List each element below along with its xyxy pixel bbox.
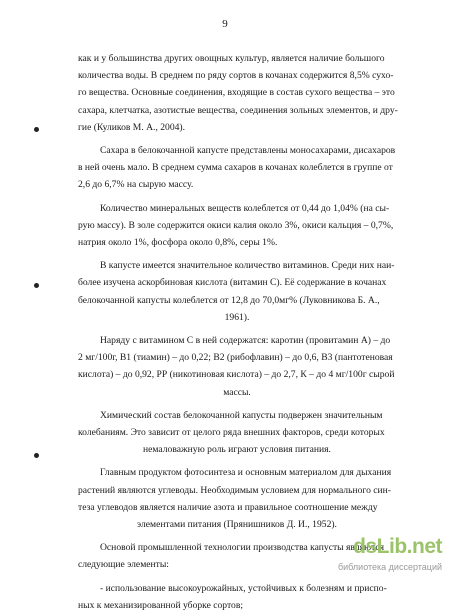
text-line: Химический состав белокочанной капусты подвержен значительным (100, 409, 383, 421)
watermark-caption: библиотека диссертаций (337, 562, 442, 572)
text-line: массы. (223, 386, 251, 398)
text-line: натрия около 1%, фосфора около 0,8%, серы 1%. (78, 237, 278, 249)
margin-mark (34, 127, 39, 132)
paragraph-dry-matter (78, 50, 396, 136)
watermark (310, 535, 442, 577)
paragraph-vitamins (78, 257, 396, 326)
text-line: 2 мг/100г, В1 (тиамин) – до 0,22; В2 (рибофлавин) – до 0,6, В3 (пантотеновая (78, 352, 393, 364)
paragraph-sugars (78, 142, 396, 194)
text-line: следующие элементы: (78, 559, 169, 571)
text-line: го вещества. Основные соединения, входящие в состав сухого вещества – это (78, 87, 395, 99)
text-line: рую массу). В золе содержится окиси калия около 3%, окиси кальция – 0,7%, (78, 219, 394, 231)
text-line: сахара, клетчатка, азотистые вещества, соединения зольных элементов, и дру- (78, 104, 398, 116)
text-line: В капусте имеется значительное количество витаминов. Среди них наи- (100, 260, 395, 272)
text-line: как и у большинства других овощных культур, является наличие большого (78, 53, 385, 64)
text-line: колебаниям. Это зависит от целого ряда внешних факторов, среди которых (78, 427, 385, 439)
text-line: Основой промышленной технологии производства капусты являются (100, 542, 385, 554)
text-line: в ней очень мало. В среднем сумма сахаров в кочанах колеблется в группе от (78, 162, 393, 174)
paragraph-list-item (78, 580, 396, 614)
text-line: элементами питания (Прянишников Д. И., 1952). (137, 519, 337, 531)
paragraph-carbohydrates (78, 464, 396, 533)
text-line: 2,6 до 6,7% на сырую массу. (78, 179, 194, 191)
text-line: кислота) – до 0,92, РР (никотиновая кислота) – до 2,7, К – до 4 мг/100г сырой (78, 369, 395, 381)
paragraph-vitamin-list (78, 332, 396, 401)
text-line: Сахара в белокочанной капусте представлены моносахарами, дисахаров (100, 145, 396, 157)
watermark-logo: dsLib.net (353, 535, 442, 558)
text-line: теза углеводов является наличие азота и правильное соотношение между (78, 501, 378, 513)
margin-mark (34, 453, 39, 458)
document-body (78, 50, 396, 614)
text-line: ных к механизированной уборке сортов; (78, 599, 244, 611)
text-line: немаловажную роль играют условия питания. (143, 444, 331, 456)
paragraph-chemical-composition (78, 407, 396, 459)
text-line: Наряду с витамином С в ней содержатся: каротин (провитамин А) – до (100, 335, 391, 347)
page-number: 9 (222, 18, 228, 30)
text-line: количества воды. В среднем по ряду сортов в кочанах содержится 8,5% сухо- (78, 70, 394, 82)
text-line: - использование высокоурожайных, устойчивых к болезням и приспо- (100, 582, 387, 594)
paragraph-minerals (78, 200, 396, 252)
text-line: более изучена аскорбиновая кислота (витамин С). Её содержание в кочанах (78, 277, 387, 289)
text-line: гие (Куликов М. А., 2004). (78, 121, 186, 133)
text-line: Главным продуктом фотосинтеза и основным материалом для дыхания (100, 467, 392, 479)
margin-mark (34, 283, 39, 288)
text-line: белокочанной капусты колеблется от 12,8 до 70,0мг% (Луковникова Б. А., (78, 294, 380, 306)
text-line: растений являются углеводы. Необходимым условием для нормального син- (78, 484, 391, 496)
text-line: Количество минеральных веществ колеблется от 0,44 до 1,04% (на сы- (100, 202, 390, 214)
text-line: 1961). (224, 311, 250, 323)
